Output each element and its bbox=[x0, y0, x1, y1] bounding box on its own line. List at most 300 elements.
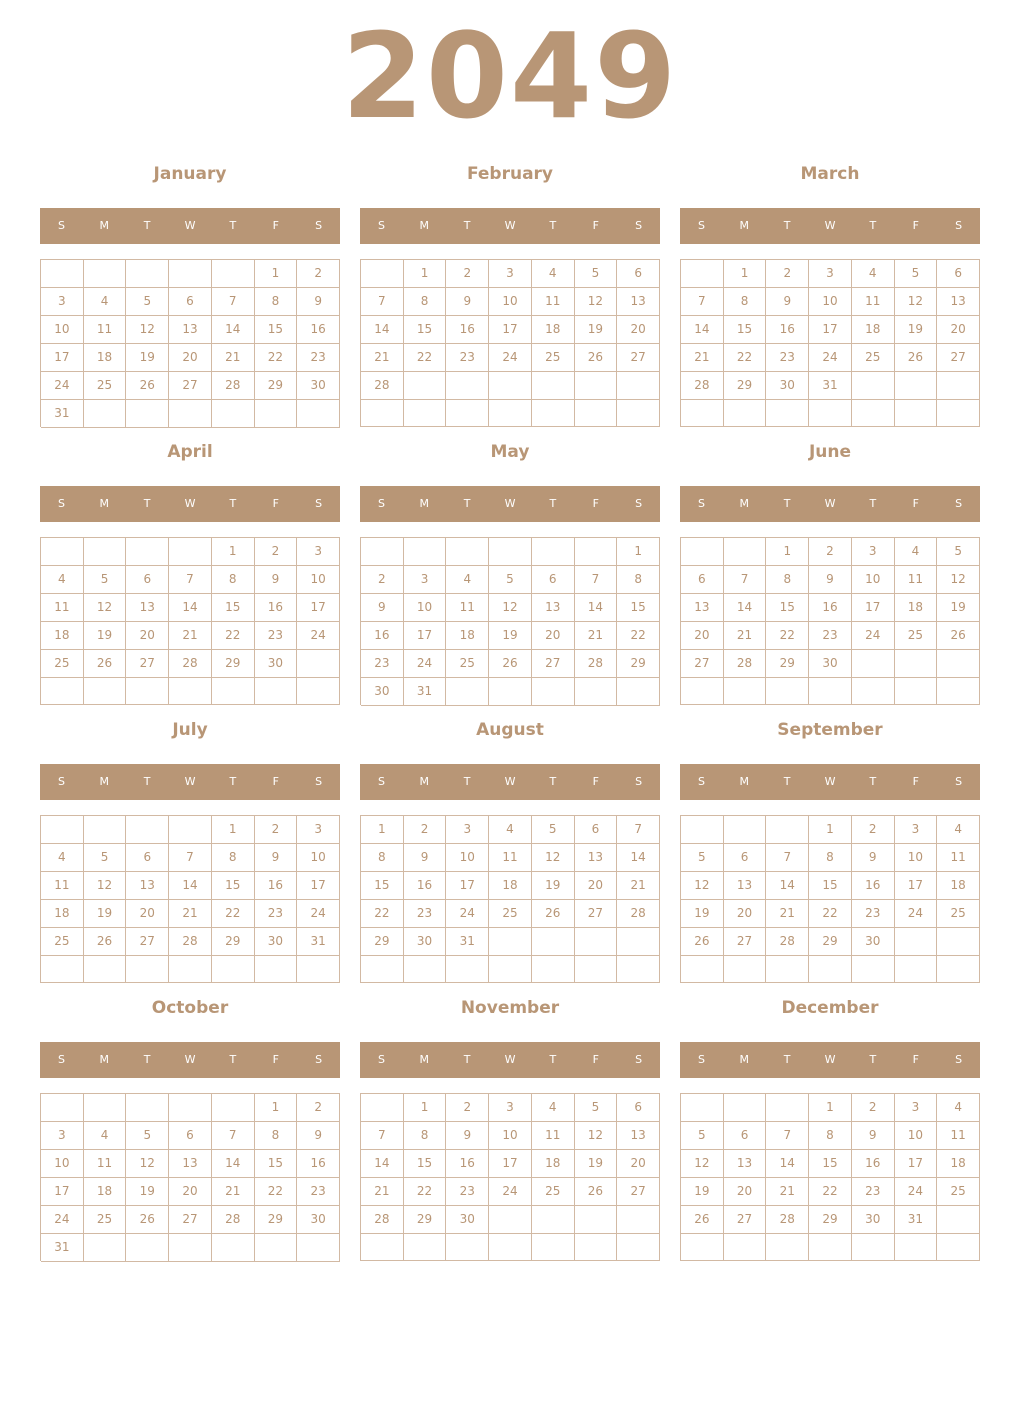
day-cell: 31 bbox=[809, 372, 852, 400]
weekday-header bbox=[680, 764, 980, 800]
weekday-label: S bbox=[955, 219, 963, 232]
weekday-label: T bbox=[143, 775, 151, 788]
weekday-label: T bbox=[143, 219, 151, 232]
day-cell: 28 bbox=[212, 372, 255, 400]
day-cell: 20 bbox=[575, 872, 618, 900]
day-cell: 13 bbox=[617, 1122, 660, 1150]
day-cell: 6 bbox=[169, 288, 212, 316]
day-cell: 26 bbox=[532, 900, 575, 928]
day-cell: 14 bbox=[212, 316, 255, 344]
day-grid bbox=[680, 259, 980, 427]
empty-day-cell bbox=[84, 1234, 127, 1262]
day-cell: 20 bbox=[724, 900, 767, 928]
day-cell: 10 bbox=[489, 288, 532, 316]
day-cell: 16 bbox=[255, 594, 298, 622]
day-cell: 23 bbox=[255, 900, 298, 928]
day-cell: 13 bbox=[169, 316, 212, 344]
month-name: August bbox=[476, 720, 544, 740]
day-cell: 14 bbox=[169, 872, 212, 900]
empty-day-cell bbox=[84, 678, 127, 705]
weekday-label: F bbox=[912, 1053, 919, 1066]
empty-day-cell bbox=[575, 400, 618, 427]
day-cell: 27 bbox=[724, 1206, 767, 1234]
day-grid bbox=[40, 1093, 340, 1261]
weekday-label: S bbox=[697, 219, 705, 232]
day-cell: 25 bbox=[41, 928, 84, 956]
weekday-label: W bbox=[824, 219, 836, 232]
empty-day-cell bbox=[169, 678, 212, 705]
empty-day-cell bbox=[126, 260, 169, 288]
empty-day-cell bbox=[724, 1094, 767, 1122]
empty-day-cell bbox=[852, 1234, 895, 1261]
day-cell: 14 bbox=[766, 872, 809, 900]
day-cell: 29 bbox=[212, 928, 255, 956]
day-cell: 24 bbox=[297, 900, 340, 928]
day-cell: 22 bbox=[255, 1178, 298, 1206]
day-cell: 31 bbox=[41, 1234, 84, 1262]
day-cell: 30 bbox=[852, 928, 895, 956]
weekday-label: T bbox=[229, 497, 237, 510]
day-cell: 26 bbox=[937, 622, 980, 650]
day-cell: 8 bbox=[809, 844, 852, 872]
empty-day-cell bbox=[404, 538, 447, 566]
day-cell: 6 bbox=[724, 844, 767, 872]
day-cell: 12 bbox=[84, 594, 127, 622]
weekday-label: F bbox=[272, 775, 279, 788]
empty-day-cell bbox=[895, 400, 938, 427]
day-cell: 4 bbox=[84, 288, 127, 316]
day-cell: 10 bbox=[809, 288, 852, 316]
day-cell: 8 bbox=[361, 844, 404, 872]
empty-day-cell bbox=[126, 538, 169, 566]
empty-day-cell bbox=[446, 538, 489, 566]
day-cell: 17 bbox=[41, 344, 84, 372]
weekday-label: F bbox=[912, 497, 919, 510]
day-cell: 20 bbox=[532, 622, 575, 650]
day-cell: 13 bbox=[575, 844, 618, 872]
day-cell: 14 bbox=[361, 316, 404, 344]
day-cell: 27 bbox=[169, 1206, 212, 1234]
day-cell: 20 bbox=[617, 316, 660, 344]
day-cell: 5 bbox=[681, 844, 724, 872]
day-cell: 19 bbox=[937, 594, 980, 622]
day-cell: 6 bbox=[937, 260, 980, 288]
day-cell: 10 bbox=[41, 316, 84, 344]
day-cell: 6 bbox=[617, 1094, 660, 1122]
day-cell: 29 bbox=[361, 928, 404, 956]
empty-day-cell bbox=[809, 678, 852, 705]
day-cell: 21 bbox=[681, 344, 724, 372]
empty-day-cell bbox=[852, 650, 895, 678]
empty-day-cell bbox=[937, 372, 980, 400]
empty-day-cell bbox=[126, 678, 169, 705]
empty-day-cell bbox=[212, 1234, 255, 1262]
weekday-header bbox=[40, 1042, 340, 1078]
weekday-label: S bbox=[955, 775, 963, 788]
weekday-label: T bbox=[783, 775, 791, 788]
day-cell: 23 bbox=[361, 650, 404, 678]
weekday-label: S bbox=[635, 497, 643, 510]
day-cell: 14 bbox=[212, 1150, 255, 1178]
weekday-label: T bbox=[869, 219, 877, 232]
day-cell: 9 bbox=[852, 1122, 895, 1150]
day-cell: 3 bbox=[852, 538, 895, 566]
weekday-label: T bbox=[549, 1053, 557, 1066]
day-cell: 13 bbox=[126, 594, 169, 622]
weekday-header bbox=[40, 208, 340, 244]
day-cell: 9 bbox=[361, 594, 404, 622]
day-cell: 21 bbox=[361, 344, 404, 372]
weekday-label: S bbox=[57, 775, 65, 788]
day-cell: 5 bbox=[575, 260, 618, 288]
day-cell: 16 bbox=[446, 1150, 489, 1178]
weekday-label: T bbox=[783, 1053, 791, 1066]
day-cell: 8 bbox=[255, 1122, 298, 1150]
empty-day-cell bbox=[212, 260, 255, 288]
day-cell: 4 bbox=[532, 1094, 575, 1122]
day-cell: 29 bbox=[212, 650, 255, 678]
day-cell: 29 bbox=[404, 1206, 447, 1234]
day-cell: 26 bbox=[84, 928, 127, 956]
day-cell: 24 bbox=[297, 622, 340, 650]
day-cell: 10 bbox=[852, 566, 895, 594]
day-cell: 16 bbox=[297, 316, 340, 344]
empty-day-cell bbox=[41, 260, 84, 288]
day-cell: 29 bbox=[617, 650, 660, 678]
weekday-label: M bbox=[99, 1053, 110, 1066]
day-cell: 3 bbox=[489, 260, 532, 288]
day-cell: 23 bbox=[255, 622, 298, 650]
empty-day-cell bbox=[41, 538, 84, 566]
day-cell: 21 bbox=[617, 872, 660, 900]
empty-day-cell bbox=[766, 1094, 809, 1122]
month-name: October bbox=[151, 998, 229, 1018]
day-cell: 23 bbox=[297, 344, 340, 372]
day-cell: 18 bbox=[532, 1150, 575, 1178]
day-cell: 6 bbox=[724, 1122, 767, 1150]
day-cell: 3 bbox=[41, 1122, 84, 1150]
day-cell: 17 bbox=[895, 872, 938, 900]
day-cell: 12 bbox=[937, 566, 980, 594]
day-cell: 23 bbox=[809, 622, 852, 650]
empty-day-cell bbox=[681, 956, 724, 983]
weekday-label: S bbox=[315, 1053, 323, 1066]
day-cell: 17 bbox=[297, 872, 340, 900]
empty-day-cell bbox=[446, 400, 489, 427]
month-name: September bbox=[777, 720, 883, 740]
weekday-header bbox=[360, 486, 660, 522]
weekday-label: F bbox=[592, 775, 599, 788]
empty-day-cell bbox=[681, 1234, 724, 1261]
day-cell: 22 bbox=[361, 900, 404, 928]
day-cell: 13 bbox=[126, 872, 169, 900]
day-cell: 18 bbox=[446, 622, 489, 650]
day-grid bbox=[680, 815, 980, 983]
day-cell: 24 bbox=[446, 900, 489, 928]
empty-day-cell bbox=[126, 400, 169, 428]
day-cell: 30 bbox=[809, 650, 852, 678]
day-cell: 31 bbox=[41, 400, 84, 428]
day-cell: 19 bbox=[895, 316, 938, 344]
day-cell: 7 bbox=[681, 288, 724, 316]
weekday-header bbox=[680, 208, 980, 244]
day-cell: 17 bbox=[489, 1150, 532, 1178]
day-cell: 3 bbox=[404, 566, 447, 594]
weekday-header bbox=[680, 486, 980, 522]
day-cell: 11 bbox=[446, 594, 489, 622]
weekday-label: M bbox=[99, 775, 110, 788]
weekday-label: M bbox=[739, 775, 750, 788]
empty-day-cell bbox=[766, 678, 809, 705]
weekday-label: T bbox=[463, 219, 471, 232]
weekday-label: M bbox=[99, 219, 110, 232]
day-cell: 6 bbox=[126, 566, 169, 594]
day-cell: 18 bbox=[532, 316, 575, 344]
day-cell: 15 bbox=[809, 872, 852, 900]
day-cell: 1 bbox=[809, 1094, 852, 1122]
day-cell: 23 bbox=[766, 344, 809, 372]
day-cell: 10 bbox=[446, 844, 489, 872]
day-cell: 21 bbox=[766, 900, 809, 928]
day-cell: 15 bbox=[617, 594, 660, 622]
weekday-label: S bbox=[635, 775, 643, 788]
month-name: June bbox=[808, 442, 852, 462]
weekday-label: W bbox=[184, 1053, 196, 1066]
empty-day-cell bbox=[937, 678, 980, 705]
empty-day-cell bbox=[575, 1206, 618, 1234]
day-cell: 10 bbox=[404, 594, 447, 622]
empty-day-cell bbox=[84, 260, 127, 288]
empty-day-cell bbox=[361, 1234, 404, 1261]
empty-day-cell bbox=[681, 400, 724, 427]
day-cell: 6 bbox=[681, 566, 724, 594]
day-cell: 27 bbox=[575, 900, 618, 928]
empty-day-cell bbox=[766, 1234, 809, 1261]
day-cell: 28 bbox=[361, 372, 404, 400]
day-cell: 8 bbox=[617, 566, 660, 594]
weekday-label: T bbox=[869, 497, 877, 510]
day-cell: 15 bbox=[361, 872, 404, 900]
weekday-label: F bbox=[912, 219, 919, 232]
day-cell: 14 bbox=[766, 1150, 809, 1178]
day-cell: 16 bbox=[809, 594, 852, 622]
empty-day-cell bbox=[212, 400, 255, 428]
weekday-label: F bbox=[272, 219, 279, 232]
day-cell: 18 bbox=[84, 344, 127, 372]
day-cell: 1 bbox=[766, 538, 809, 566]
weekday-label: W bbox=[504, 219, 516, 232]
day-cell: 7 bbox=[169, 844, 212, 872]
empty-day-cell bbox=[937, 956, 980, 983]
day-cell: 1 bbox=[404, 260, 447, 288]
day-cell: 7 bbox=[212, 288, 255, 316]
empty-day-cell bbox=[852, 372, 895, 400]
day-cell: 8 bbox=[404, 1122, 447, 1150]
weekday-label: S bbox=[955, 1053, 963, 1066]
day-grid bbox=[40, 259, 340, 427]
day-cell: 5 bbox=[895, 260, 938, 288]
day-cell: 19 bbox=[126, 344, 169, 372]
empty-day-cell bbox=[297, 400, 340, 428]
day-cell: 18 bbox=[937, 1150, 980, 1178]
weekday-label: M bbox=[419, 775, 430, 788]
empty-day-cell bbox=[41, 956, 84, 983]
empty-day-cell bbox=[724, 678, 767, 705]
day-cell: 17 bbox=[895, 1150, 938, 1178]
day-cell: 22 bbox=[809, 1178, 852, 1206]
empty-day-cell bbox=[169, 400, 212, 428]
day-cell: 24 bbox=[809, 344, 852, 372]
day-cell: 26 bbox=[126, 372, 169, 400]
empty-day-cell bbox=[937, 650, 980, 678]
day-cell: 29 bbox=[766, 650, 809, 678]
day-cell: 24 bbox=[489, 344, 532, 372]
empty-day-cell bbox=[937, 1234, 980, 1261]
day-cell: 7 bbox=[617, 816, 660, 844]
weekday-label: W bbox=[504, 1053, 516, 1066]
day-cell: 20 bbox=[681, 622, 724, 650]
day-cell: 11 bbox=[532, 1122, 575, 1150]
day-cell: 22 bbox=[809, 900, 852, 928]
weekday-label: S bbox=[57, 219, 65, 232]
day-cell: 22 bbox=[404, 344, 447, 372]
day-cell: 26 bbox=[84, 650, 127, 678]
day-cell: 2 bbox=[446, 1094, 489, 1122]
day-cell: 1 bbox=[255, 1094, 298, 1122]
empty-day-cell bbox=[937, 928, 980, 956]
weekday-label: T bbox=[549, 497, 557, 510]
day-cell: 8 bbox=[809, 1122, 852, 1150]
day-cell: 8 bbox=[255, 288, 298, 316]
day-cell: 26 bbox=[575, 1178, 618, 1206]
empty-day-cell bbox=[404, 956, 447, 983]
day-cell: 1 bbox=[724, 260, 767, 288]
day-cell: 24 bbox=[41, 372, 84, 400]
day-cell: 16 bbox=[446, 316, 489, 344]
weekday-label: W bbox=[504, 775, 516, 788]
day-cell: 1 bbox=[361, 816, 404, 844]
day-cell: 14 bbox=[724, 594, 767, 622]
day-cell: 7 bbox=[361, 1122, 404, 1150]
day-cell: 15 bbox=[404, 316, 447, 344]
day-cell: 13 bbox=[617, 288, 660, 316]
day-cell: 20 bbox=[937, 316, 980, 344]
day-cell: 11 bbox=[41, 594, 84, 622]
empty-day-cell bbox=[895, 1234, 938, 1261]
empty-day-cell bbox=[361, 1094, 404, 1122]
day-cell: 6 bbox=[617, 260, 660, 288]
day-cell: 21 bbox=[169, 900, 212, 928]
day-cell: 23 bbox=[852, 1178, 895, 1206]
day-cell: 16 bbox=[766, 316, 809, 344]
empty-day-cell bbox=[84, 538, 127, 566]
day-cell: 28 bbox=[766, 928, 809, 956]
day-cell: 25 bbox=[532, 344, 575, 372]
day-cell: 10 bbox=[41, 1150, 84, 1178]
day-cell: 3 bbox=[297, 538, 340, 566]
day-cell: 20 bbox=[126, 900, 169, 928]
day-cell: 13 bbox=[681, 594, 724, 622]
day-cell: 5 bbox=[126, 288, 169, 316]
empty-day-cell bbox=[41, 1094, 84, 1122]
day-cell: 20 bbox=[169, 344, 212, 372]
day-cell: 10 bbox=[297, 844, 340, 872]
empty-day-cell bbox=[255, 400, 298, 428]
empty-day-cell bbox=[681, 260, 724, 288]
empty-day-cell bbox=[361, 400, 404, 427]
day-cell: 28 bbox=[681, 372, 724, 400]
weekday-label: S bbox=[697, 1053, 705, 1066]
day-cell: 4 bbox=[937, 1094, 980, 1122]
weekday-label: T bbox=[229, 775, 237, 788]
day-cell: 14 bbox=[681, 316, 724, 344]
empty-day-cell bbox=[575, 928, 618, 956]
day-cell: 2 bbox=[255, 538, 298, 566]
day-cell: 10 bbox=[297, 566, 340, 594]
empty-day-cell bbox=[41, 678, 84, 705]
day-cell: 9 bbox=[809, 566, 852, 594]
empty-day-cell bbox=[895, 650, 938, 678]
empty-day-cell bbox=[766, 400, 809, 427]
day-cell: 11 bbox=[489, 844, 532, 872]
day-cell: 12 bbox=[126, 1150, 169, 1178]
day-cell: 12 bbox=[575, 288, 618, 316]
day-cell: 23 bbox=[297, 1178, 340, 1206]
month-name: April bbox=[167, 442, 213, 462]
day-cell: 3 bbox=[446, 816, 489, 844]
day-cell: 23 bbox=[852, 900, 895, 928]
day-cell: 8 bbox=[212, 566, 255, 594]
day-cell: 6 bbox=[532, 566, 575, 594]
weekday-label: T bbox=[463, 775, 471, 788]
weekday-label: T bbox=[229, 219, 237, 232]
day-cell: 12 bbox=[532, 844, 575, 872]
day-cell: 14 bbox=[169, 594, 212, 622]
empty-day-cell bbox=[489, 1206, 532, 1234]
day-cell: 7 bbox=[766, 1122, 809, 1150]
day-cell: 17 bbox=[446, 872, 489, 900]
day-cell: 18 bbox=[84, 1178, 127, 1206]
day-cell: 30 bbox=[766, 372, 809, 400]
empty-day-cell bbox=[681, 816, 724, 844]
empty-day-cell bbox=[169, 816, 212, 844]
day-cell: 11 bbox=[41, 872, 84, 900]
day-cell: 28 bbox=[724, 650, 767, 678]
day-cell: 12 bbox=[84, 872, 127, 900]
day-cell: 5 bbox=[84, 844, 127, 872]
day-cell: 21 bbox=[724, 622, 767, 650]
day-cell: 7 bbox=[212, 1122, 255, 1150]
day-cell: 13 bbox=[937, 288, 980, 316]
day-cell: 5 bbox=[681, 1122, 724, 1150]
day-cell: 25 bbox=[84, 1206, 127, 1234]
empty-day-cell bbox=[766, 956, 809, 983]
day-cell: 27 bbox=[724, 928, 767, 956]
day-cell: 2 bbox=[809, 538, 852, 566]
empty-day-cell bbox=[489, 538, 532, 566]
day-cell: 12 bbox=[489, 594, 532, 622]
empty-day-cell bbox=[532, 538, 575, 566]
empty-day-cell bbox=[724, 956, 767, 983]
empty-day-cell bbox=[532, 400, 575, 427]
empty-day-cell bbox=[84, 956, 127, 983]
day-cell: 15 bbox=[809, 1150, 852, 1178]
day-grid bbox=[360, 537, 660, 705]
day-cell: 27 bbox=[126, 928, 169, 956]
day-cell: 20 bbox=[724, 1178, 767, 1206]
empty-day-cell bbox=[809, 400, 852, 427]
day-cell: 19 bbox=[575, 316, 618, 344]
